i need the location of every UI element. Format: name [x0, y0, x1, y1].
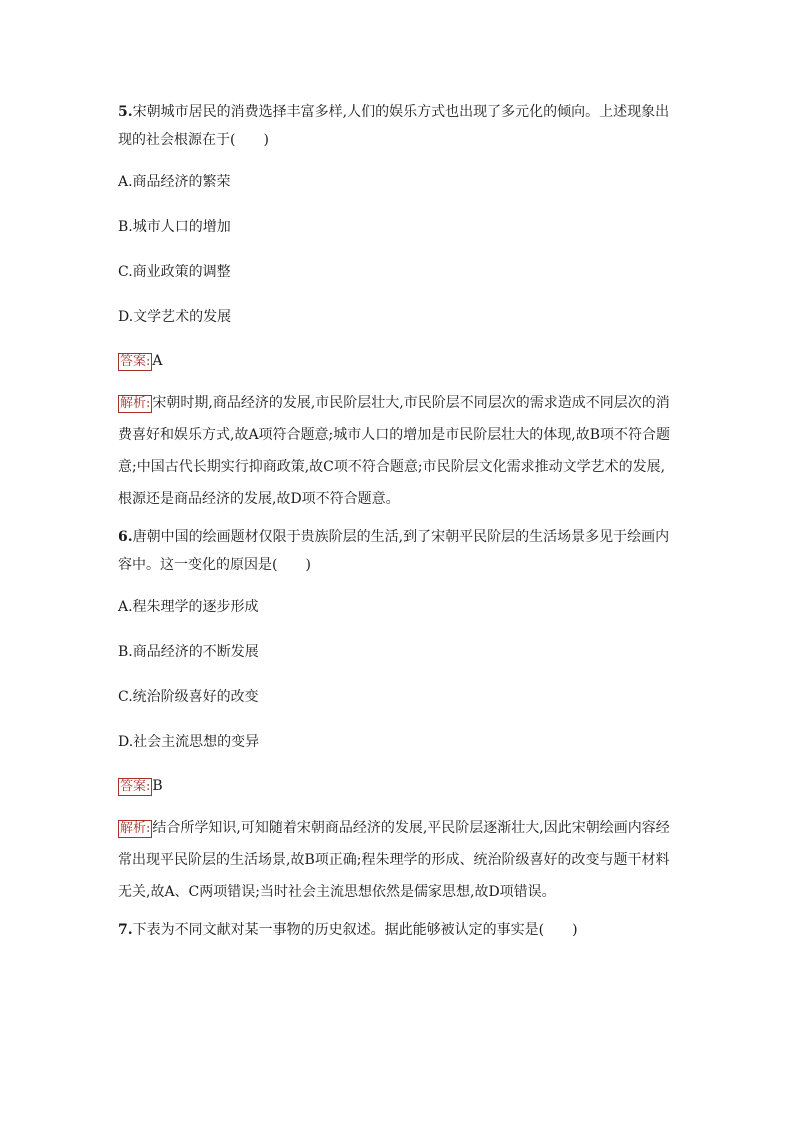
- answer-line: [118, 776, 678, 796]
- question-number: 5.: [118, 104, 133, 120]
- answer-line: [118, 351, 678, 371]
- option-b: B.商品经济的不断发展: [118, 644, 259, 660]
- answer-value: B: [152, 778, 163, 794]
- explanation-label: 解析:: [120, 821, 151, 836]
- document-page: [118, 98, 678, 944]
- question-number: 6.: [118, 529, 133, 545]
- question-text: 唐朝中国的绘画题材仅限于贵族阶层的生活,到了宋朝平民阶层的生活场景多见于绘画内容中。这一变化的原因是( ): [118, 529, 670, 573]
- option-c: C.商业政策的调整: [118, 264, 231, 280]
- question-stem: [118, 523, 678, 579]
- question-text: 下表为不同文献对某一事物的历史叙述。据此能够被认定的事实是( ): [132, 922, 578, 938]
- explanation-text: 宋朝时期,商品经济的发展,市民阶层壮大,市民阶层不同层次的需求造成不同层次的消费喜好和娱乐方式,故A项符合题意;城市人口的增加是市民阶层壮大的体现,故B项不符合题意;中国古代长期实行抑商政策,故C项不符合题意;市民阶层文化需求推动文学艺术的发展,根源还是商品经济的发展,故D项不符合题意。: [118, 395, 671, 507]
- option-c: C.统治阶级喜好的改变: [118, 689, 259, 705]
- question-5: [118, 98, 678, 515]
- explanation: [118, 812, 678, 908]
- option-b: B.城市人口的增加: [118, 219, 231, 235]
- question-7: [118, 916, 678, 944]
- answer-value: A: [152, 353, 163, 369]
- explanation: [118, 387, 678, 515]
- option-a: A.程朱理学的逐步形成: [118, 599, 259, 615]
- option-d: D.社会主流思想的变异: [118, 734, 260, 750]
- explanation-text: 结合所学知识,可知随着宋朝商品经济的发展,平民阶层逐渐壮大,因此宋朝绘画内容经常出现平民阶层的生活场景,故B项正确;程朱理学的形成、统治阶级喜好的改变与题干材料无关,故A、C两项错误;当时社会主流思想依然是儒家思想,故D项错误。: [118, 820, 670, 900]
- explanation-label: 解析:: [120, 396, 151, 411]
- answer-label: 答案:: [120, 779, 151, 794]
- option-d: D.文学艺术的发展: [118, 309, 232, 325]
- question-number: 7.: [118, 922, 133, 938]
- question-stem: [118, 98, 678, 154]
- question-6: [118, 523, 678, 908]
- question-text: 宋朝城市居民的消费选择丰富多样,人们的娱乐方式也出现了多元化的倾向。上述现象出现的社会根源在于( ): [118, 104, 670, 148]
- answer-label: 答案:: [120, 354, 151, 369]
- question-stem: [118, 916, 678, 944]
- option-a: A.商品经济的繁荣: [118, 174, 231, 190]
